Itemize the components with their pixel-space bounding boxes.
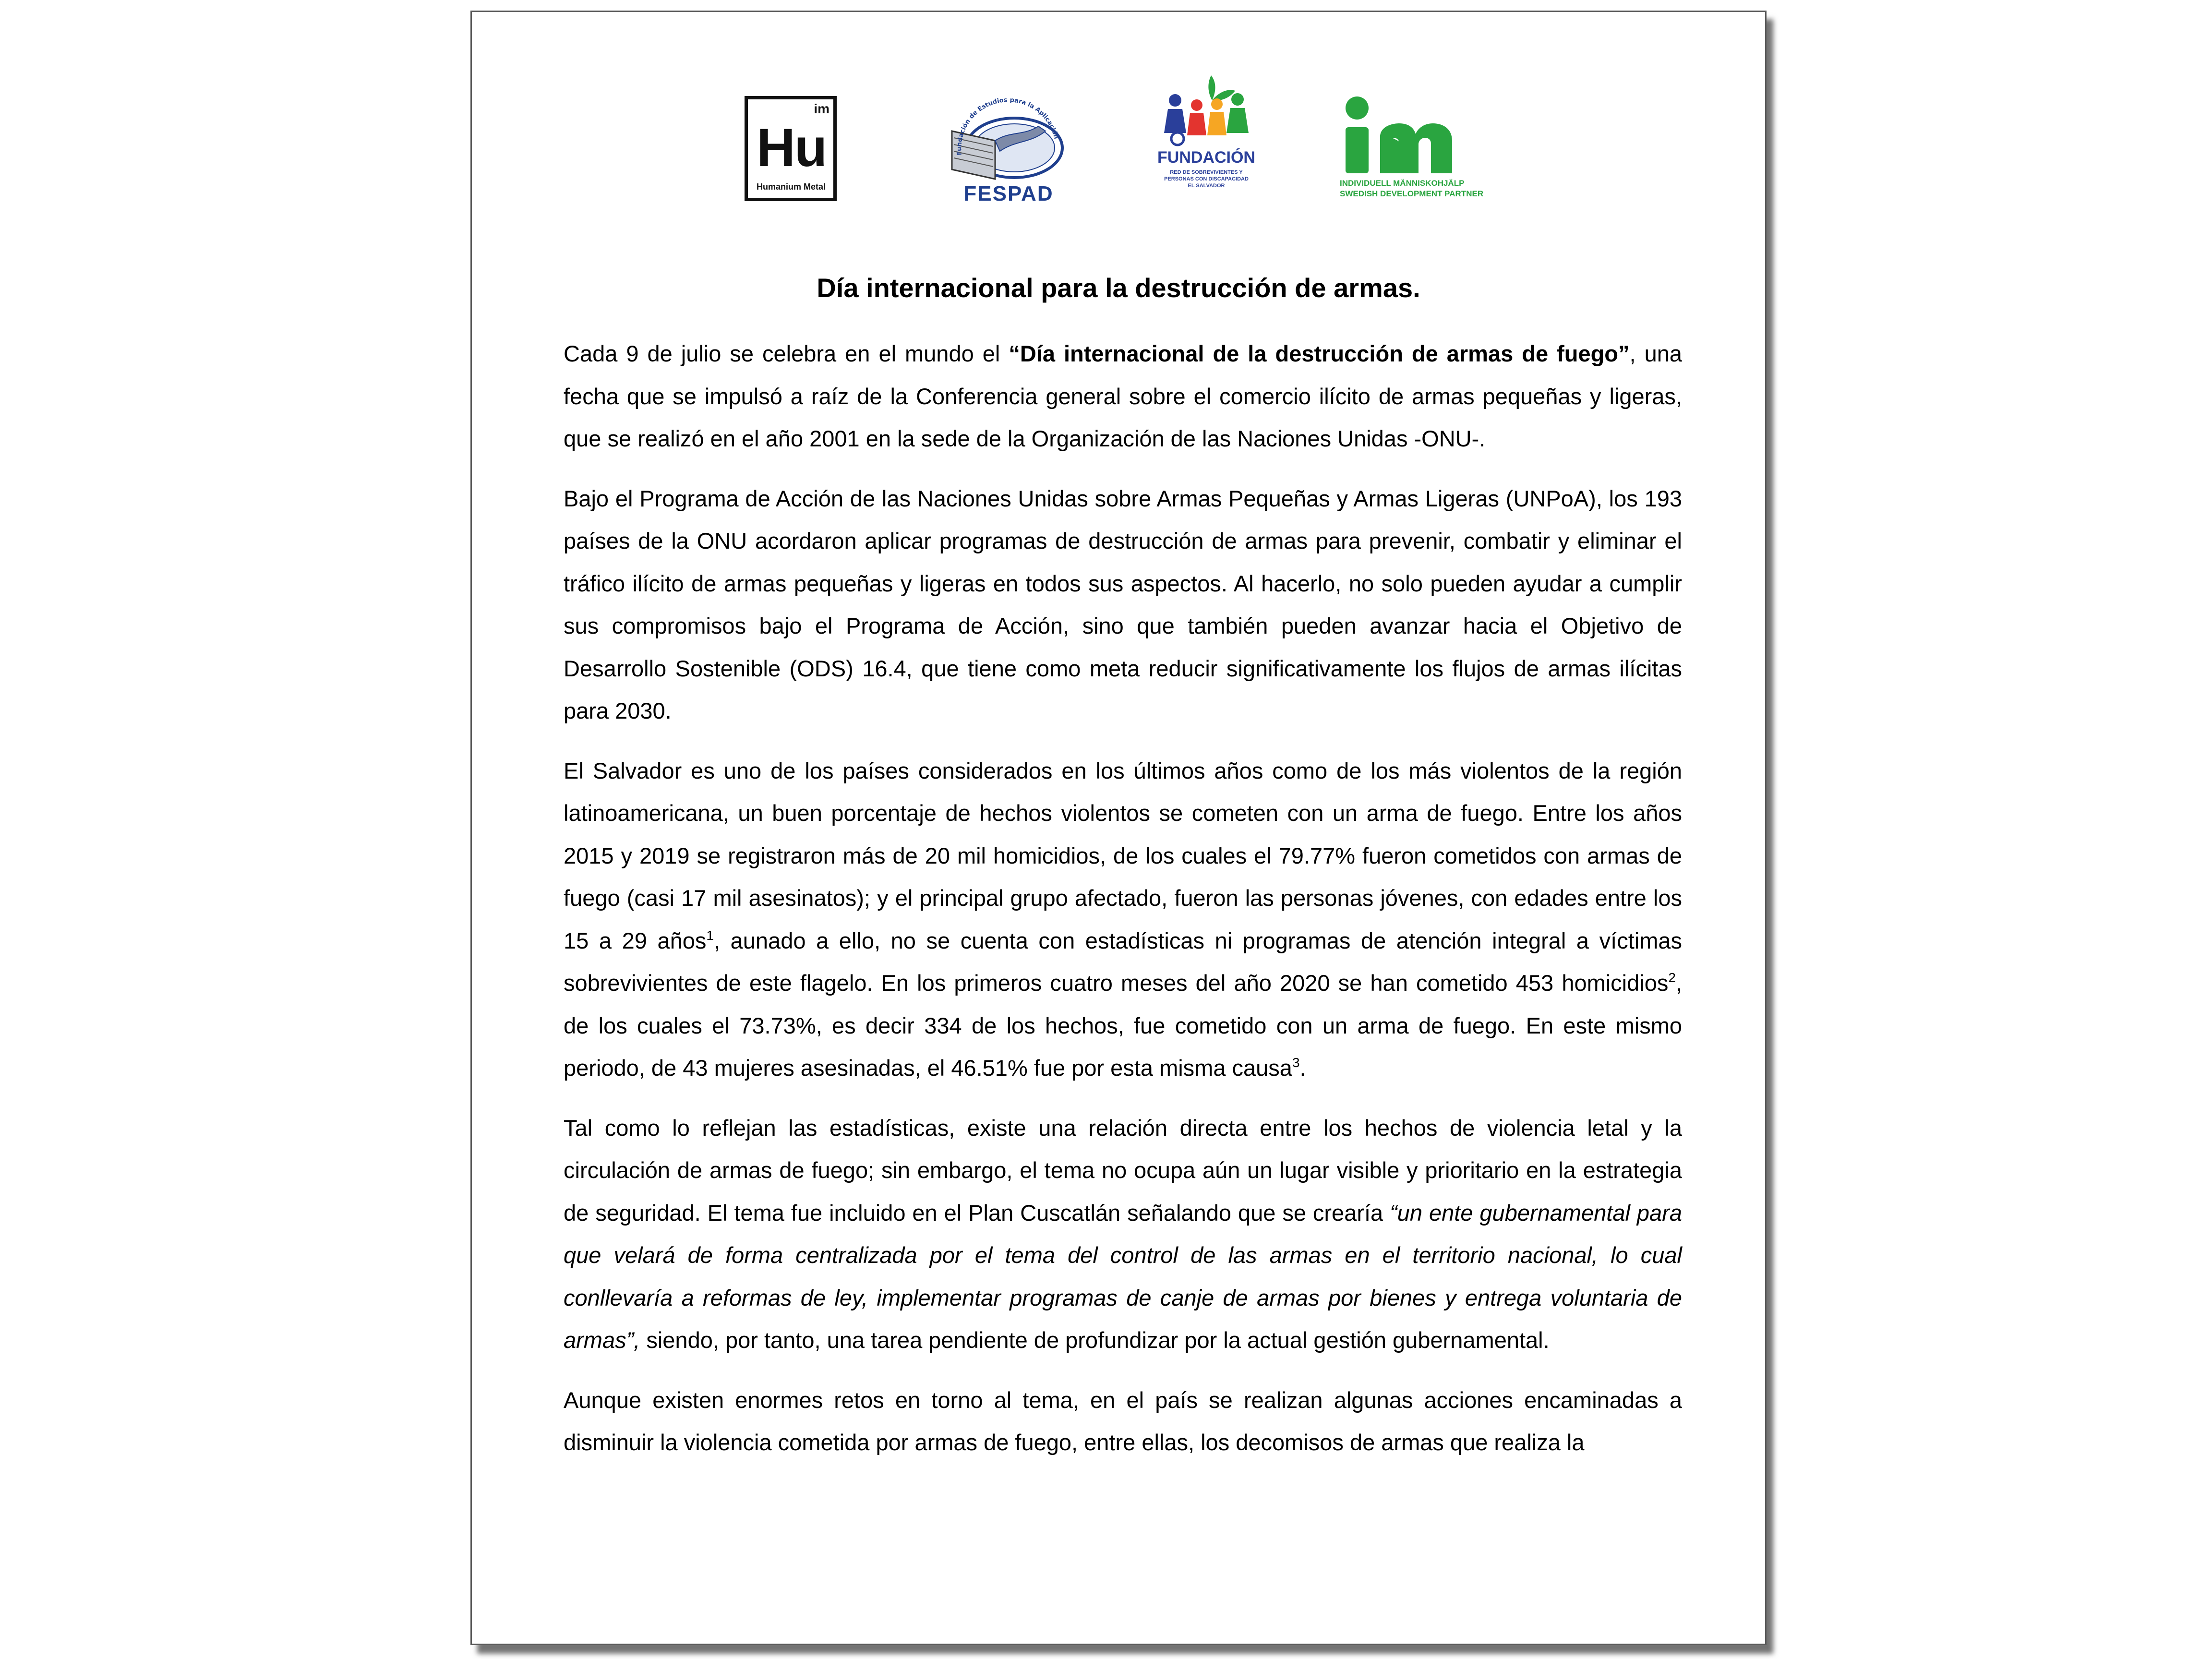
paragraph-4 (564, 1107, 1682, 1362)
p3-text-d: . (1299, 1055, 1306, 1081)
humanium-metal-logo (745, 96, 837, 201)
fundacion-name: FUNDACIÓN (1157, 148, 1255, 167)
document-body (564, 333, 1682, 1464)
document-page (470, 11, 1767, 1645)
paragraph-3 (564, 750, 1682, 1090)
fespad-emblem-icon (942, 97, 1067, 184)
p1-bold-event-name: “Día internacional de la destrucción de armas de fuego” (1009, 341, 1630, 366)
im-mark-icon (1337, 94, 1462, 175)
fespad-arc-text: Fundación de Estudios para la Aplicación (956, 97, 1060, 156)
fespad-logo (942, 97, 1067, 208)
p3-text-b: , aunado a ello, no se cuenta con estadísticas ni programas de atención integral a víctimas sobrevivientes de este flagelo. En los primeros cuatro meses del año 2020 se han cometido 453 homicidios (564, 927, 1682, 996)
footnote-ref-3[interactable]: 3 (1292, 1055, 1300, 1070)
im-tagline-2: SWEDISH DEVELOPMENT PARTNER (1340, 189, 1484, 198)
humanium-name: Humanium Metal (757, 182, 826, 192)
p1-text-a: Cada 9 de julio se celebra en el mundo el (564, 341, 1009, 366)
p4-italic-quote: “un ente gubernamental para que velará de forma centralizada por el tema del control de las armas en el territorio nacional, lo cual conllevaría a reformas de ley, implementar programas de canje de armas por bienes y entrega voluntaria de armas”, (564, 1200, 1682, 1353)
paragraph-1 (564, 333, 1682, 460)
p4-text-b: siendo, por tanto, una tarea pendiente de profundizar por la actual gestión gubernamental. (640, 1327, 1550, 1353)
people-group-icon (1154, 71, 1259, 147)
fundacion-subtitle: RED DE SOBREVIVIENTES Y PERSONAS CON DISCAPACIDAD EL SALVADOR (1164, 169, 1249, 189)
document-title: Día internacional para la destrucción de armas. (817, 273, 1420, 303)
footnote-ref-2[interactable]: 2 (1668, 970, 1676, 985)
footnote-ref-1[interactable]: 1 (706, 927, 714, 943)
paragraph-2: Bajo el Programa de Acción de las Naciones Unidas sobre Armas Pequeñas y Armas Ligeras (UNPoA), los 193 países de la ONU acordaron aplicar programas de destrucción de armas para prevenir, combatir y eliminar el tráfico ilícito de armas pequeñas y ligeras en todos sus aspectos. Al hacerlo, no solo pueden ayudar a cumplir sus compromisos bajo el Programa de Acción, sino que también pueden avanzar hacia el Objetivo de Desarrollo Sostenible (ODS) 16.4, que tiene como meta reducir significativamente los flujos de armas ilícitas para 2030. (564, 485, 1682, 723)
fespad-name: FESPAD (963, 182, 1054, 205)
im-tagline-1: INDIVIDUELL MÄNNISKOHJÄLP (1340, 179, 1465, 188)
p1-text-c: , una fecha que se impulsó a raíz de la Conferencia general sobre el comercio ilícito de armas pequeñas y ligeras, que se realizó en el año 2001 en la sede de la Organización de las Naciones Unidas -ONU-. (564, 341, 1682, 451)
humanium-symbol: Hu (757, 118, 827, 178)
p3-text-c: , de los cuales el 73.73%, es decir 334 de los hechos, fue cometido con un arma de fuego. En este mismo periodo, de 43 mujeres asesinadas, el 46.51% fue por esta misma causa (564, 970, 1682, 1081)
p4-text-a: Tal como lo reflejan las estadísticas, existe una relación directa entre los hechos de violencia letal y la circulación de armas de fuego; sin embargo, el tema no ocupa aún un lugar visible y prioritario en la estrategia de seguridad. El tema fue incluido en el Plan Cuscatlán señalando que se crearía (564, 1115, 1682, 1226)
paragraph-5: Aunque existen enormes retos en torno al tema, en el país se realizan algunas acciones encaminadas a disminuir la violencia cometida por armas de fuego, entre ellas, los decomisos de armas que realiza la (564, 1387, 1682, 1455)
fundacion-logo (1154, 71, 1259, 205)
im-logo (1337, 94, 1491, 209)
humanium-im-superscript: im (814, 101, 830, 116)
p3-text-a: El Salvador es uno de los países considerados en los últimos años como de los más violentos de la región latinoamericana, un buen porcentaje de hechos violentos se cometen con un arma de fuego. Entre los años 2015 y 2019 se registraron más de 20 mil homicidios, de los cuales el 79.77% fueron cometidos con armas de fuego (casi 17 mil asesinatos); y el principal grupo afectado, fueron las personas jóvenes, con edades entre los 15 a 29 años (564, 757, 1682, 953)
